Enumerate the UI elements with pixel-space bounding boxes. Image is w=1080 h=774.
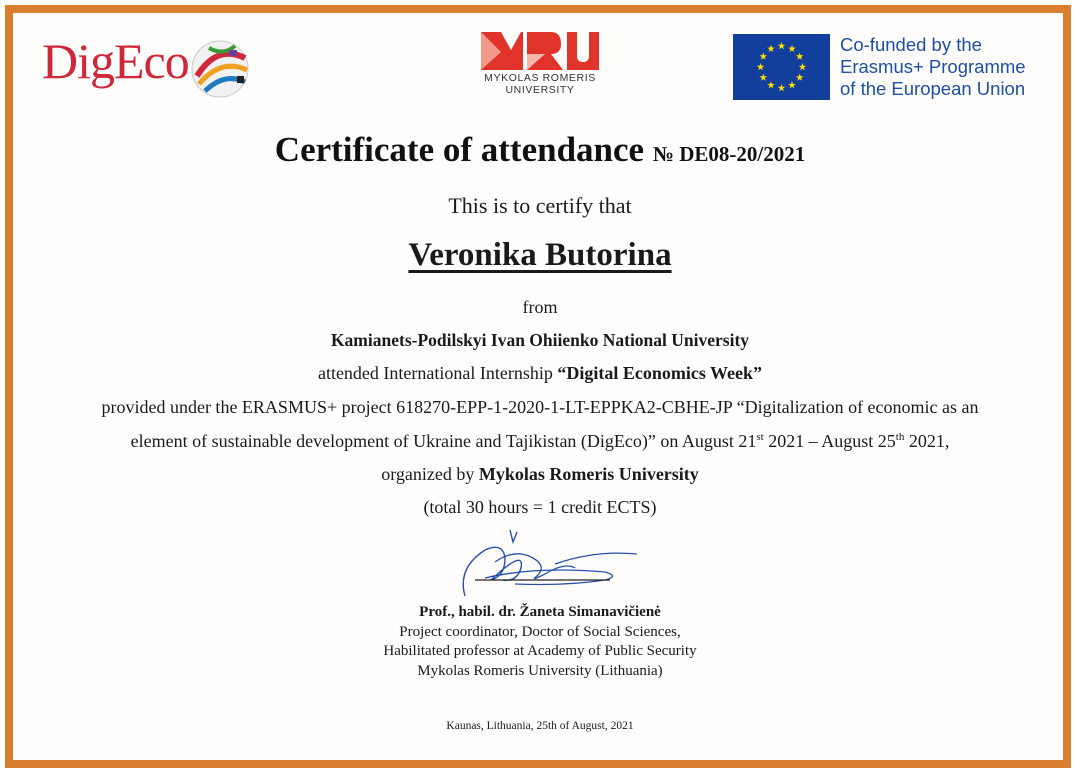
eu-flag-icon xyxy=(733,34,830,100)
eu-text-line-3: of the European Union xyxy=(840,78,1026,99)
mru-mark-icon xyxy=(479,30,601,72)
element-text-1: element of sustainable development of Ukraine and Tajikistan (DigEco)” on August 21 xyxy=(130,431,757,451)
digeco-logo xyxy=(42,30,257,105)
organizer-name: Mykolas Romeris University xyxy=(478,464,699,484)
certificate-number: № DE08-20/2021 xyxy=(652,142,806,166)
certify-text: This is to certify that xyxy=(448,193,632,218)
signatory-block xyxy=(0,603,1080,681)
element-text-3: 2021, xyxy=(904,431,950,451)
mru-logo-line-2: UNIVERSITY xyxy=(505,84,575,96)
element-sup-1: st xyxy=(756,431,764,443)
eu-cofunded-logo xyxy=(733,34,1043,104)
element-text-2: 2021 – August 25 xyxy=(763,431,896,451)
element-sup-2: th xyxy=(895,431,905,443)
mru-logo-line-1: MYKOLAS ROMERIS xyxy=(484,72,596,84)
total-hours: (total 30 hours = 1 credit ECTS) xyxy=(423,497,657,517)
from-text: from xyxy=(522,297,558,317)
place-date: Kaunas, Lithuania, 25th of August, 2021 xyxy=(446,720,634,732)
signatory-title-2: Habilitated professor at Academy of Public Security xyxy=(383,643,697,659)
signature-image xyxy=(455,528,645,608)
signatory-title-3: Mykolas Romeris University (Lithuania) xyxy=(417,662,663,679)
signatory-name: Prof., habil. dr. Žaneta Simanavičienė xyxy=(419,604,661,620)
organized-prefix: organized by xyxy=(381,464,479,484)
digeco-globe-icon xyxy=(187,36,253,102)
mru-logo xyxy=(470,30,610,110)
recipient-university: Kamianets-Podilskyi Ivan Ohiienko National University xyxy=(330,330,750,350)
signatory-title-1: Project coordinator, Doctor of Social Sciences, xyxy=(399,623,681,640)
attended-line xyxy=(0,363,1080,384)
certificate-title-line xyxy=(0,130,1080,170)
provided-line: provided under the ERASMUS+ project 618270-EPP-1-2020-1-LT-EPPKA2-CBHE-JP “Digitalization of economic as an xyxy=(101,397,979,417)
attended-prefix: attended International Internship xyxy=(317,363,558,383)
internship-name: “Digital Economics Week” xyxy=(557,363,763,383)
digeco-logo-text: DigEco xyxy=(42,33,189,89)
recipient-name: Veronika Butorina xyxy=(408,237,672,273)
certificate-title: Certificate of attendance xyxy=(274,130,645,169)
eu-text-line-1: Co-funded by the xyxy=(840,34,982,55)
eu-text-line-2: Erasmus+ Programme xyxy=(840,56,1026,77)
organized-line xyxy=(0,464,1080,485)
element-line xyxy=(0,431,1080,452)
